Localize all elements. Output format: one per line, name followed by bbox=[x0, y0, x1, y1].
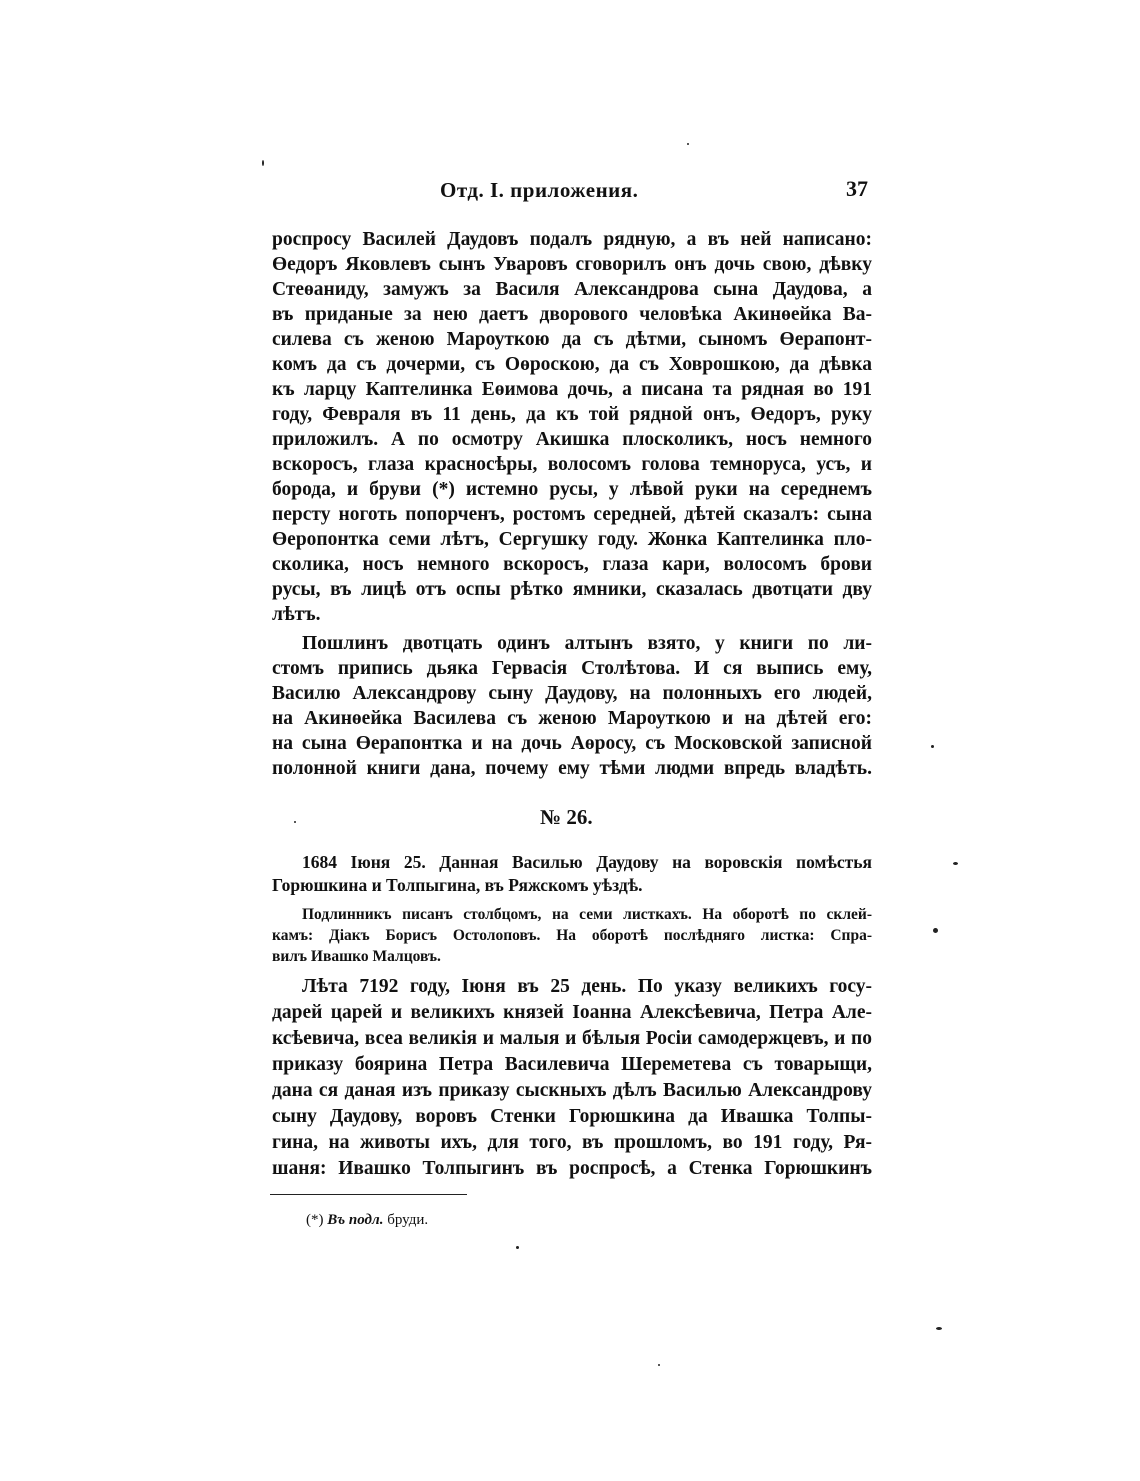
text-line: гина, на животы ихъ, для того, въ прошломъ, во 191 году, Ря- bbox=[272, 1132, 872, 1153]
scan-speck bbox=[658, 1364, 660, 1366]
running-head: Отд. I. приложения. bbox=[440, 178, 639, 202]
text-line: году, Февраля въ 11 день, да къ той рядной онъ, Өедоръ, руку bbox=[272, 404, 872, 425]
text-line: персту ноготь попорченъ, ростомъ середней, дѣтей сказалъ: сына bbox=[272, 504, 872, 525]
source-line: вилъ Ивашко Малцовъ. bbox=[272, 948, 441, 965]
text-line: комъ да съ дочерми, съ Оөроскою, да съ Ховрошкою, да дѣвка bbox=[272, 354, 872, 375]
text-line: лѣтъ. bbox=[272, 604, 321, 625]
text-line: Стеөаниду, замужъ за Василя Александрова сына Даудова, а bbox=[272, 279, 872, 300]
text-line: ксѣевича, всеа великія и малыя и бѣлыя Росіи самодержцевъ, и по bbox=[272, 1028, 872, 1049]
page-number: 37 bbox=[846, 176, 868, 201]
text-line: приказу боярина Петра Василевича Шереметева съ товарыщи, bbox=[272, 1054, 872, 1075]
text-line: дарей царей и великихъ князей Іоанна Алексѣевича, Петра Але- bbox=[272, 1002, 872, 1023]
text-line: сыну Даудову, воровъ Стенки Горюшкина да Ивашка Толпы- bbox=[272, 1106, 872, 1127]
footnote bbox=[306, 1212, 428, 1229]
scan-speck bbox=[516, 1246, 519, 1249]
footnote-rule bbox=[270, 1194, 467, 1195]
text-line: Василю Александрову сыну Даудову, на полонныхъ его людей, bbox=[272, 683, 872, 704]
text-line: дана ся даная изъ приказу сыскныхъ дѣлъ Василью Александрову bbox=[272, 1080, 872, 1101]
source-line: камъ: Діакъ Борисъ Остолоповъ. На оборотѣ послѣдняго листка: Спра- bbox=[272, 927, 872, 944]
text-line: русы, въ лицѣ отъ оспы рѣтко ямники, сказалась двотцати дву bbox=[272, 579, 872, 600]
scan-speck bbox=[931, 745, 934, 748]
document-number: № 26. bbox=[540, 805, 593, 829]
scan-speck bbox=[933, 928, 938, 933]
text-line: вскоросъ, глаза красносѣры, волосомъ голова темноруса, усъ, и bbox=[272, 454, 872, 475]
text-line: на Акинөейка Василева съ женою Мароуткою и на дѣтей его: bbox=[272, 708, 872, 729]
text-line: полонной книги дана, почему ему тѣми людми впредь владѣть. bbox=[272, 758, 872, 779]
scan-speck bbox=[953, 862, 958, 865]
text-line: Пошлинъ двотцать одинъ алтынъ взято, у книги по ли- bbox=[302, 633, 872, 654]
footnote-italic: Въ подл. bbox=[327, 1212, 384, 1228]
text-line: шаня: Ивашко Толпыгинъ въ роспросѣ, а Стенка Горюшкинъ bbox=[272, 1158, 872, 1179]
text-line: роспросу Василей Даудовъ подалъ рядную, а въ ней написано: bbox=[272, 229, 872, 250]
footnote-marker: (*) bbox=[306, 1212, 324, 1228]
text-line: сколика, носъ немного вскоросъ, глаза кари, волосомъ брови bbox=[272, 554, 872, 575]
text-line: въ приданые за нею даетъ дворового человѣка Акинөейка Ва- bbox=[272, 304, 872, 325]
footnote-word: бруди. bbox=[387, 1212, 429, 1228]
heading-line: 1684 Іюня 25. Данная Василью Даудову на воровскія помѣстья bbox=[302, 852, 872, 872]
heading-line: Горюшкина и Толпыгина, въ Ряжскомъ уѣздѣ. bbox=[272, 875, 643, 895]
text-line: стомъ припись дьяка Гервасія Столѣтова. И ся выпись ему, bbox=[272, 658, 872, 679]
text-line: на сына Өерапонтка и на дочь Аөросу, съ Московской записной bbox=[272, 733, 872, 754]
text-line: силева съ женою Мароуткою да съ дѣтми, сыномъ Өерапонт- bbox=[272, 329, 872, 350]
text-line: Өеропонтка семи лѣтъ, Сергушку году. Жонка Каптелинка пло- bbox=[272, 529, 872, 550]
text-line: борода, и бруви (*) истемно русы, у лѣвой руки на середнемъ bbox=[272, 479, 872, 500]
scan-speck bbox=[936, 1327, 942, 1330]
text-line: приложилъ. А по осмотру Акишка плосколикъ, носъ немного bbox=[272, 429, 872, 450]
text-line: Өедоръ Яковлевъ сынъ Уваровъ сговорилъ онъ дочь свою, дѣвку bbox=[272, 254, 872, 275]
text-line: Лѣта 7192 году, Іюня въ 25 день. По указу великихъ госу- bbox=[302, 976, 872, 997]
source-line: Подлинникъ писанъ столбцомъ, на семи листкахъ. На оборотѣ по склей- bbox=[302, 906, 872, 923]
scan-speck bbox=[294, 821, 296, 823]
scan-speck bbox=[687, 143, 689, 145]
text-line: къ ларцу Каптелинка Еөимова дочь, а писана та рядная во 191 bbox=[272, 379, 872, 400]
scan-speck bbox=[262, 160, 264, 166]
